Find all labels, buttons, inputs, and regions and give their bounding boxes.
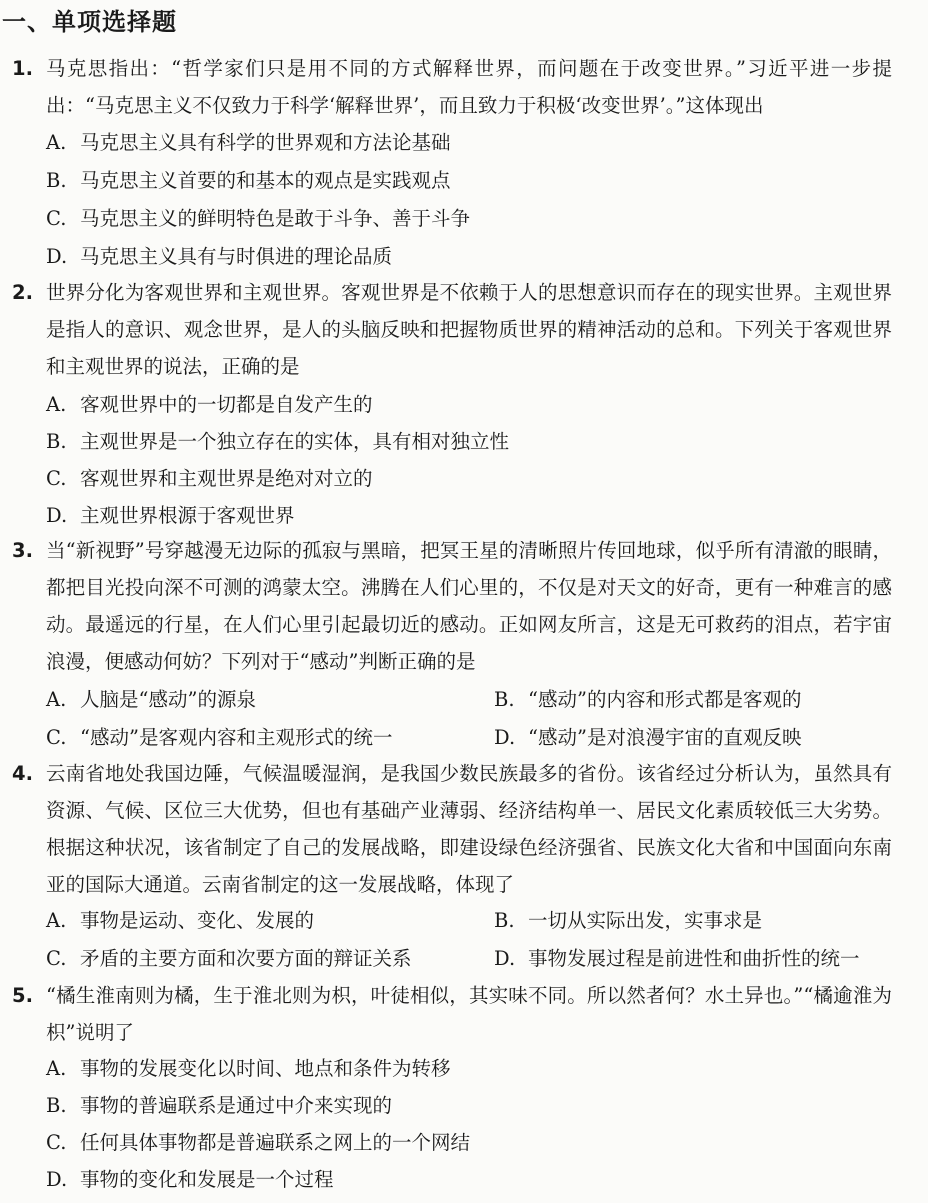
question-text: 马克思指出：“哲学家们只是用不同的方式解释世界，而问题在于改变世界。”习近平进一步提出：“马克思主义不仅致力于科学‘解释世界’，而且致力于积极‘改变世界’。”这体现出 bbox=[46, 57, 892, 117]
question-4-option-d bbox=[494, 940, 860, 977]
question-4-stem bbox=[12, 755, 892, 903]
question-4-option-b bbox=[494, 902, 762, 939]
question-4-option-a bbox=[46, 902, 314, 939]
question-2-option-a bbox=[46, 386, 373, 423]
option-text: “感动”的内容和形式都是客观的 bbox=[528, 688, 802, 711]
question-number: 2. bbox=[12, 281, 33, 304]
question-2-option-d bbox=[46, 497, 295, 534]
option-key: B. bbox=[46, 430, 67, 453]
option-key: D. bbox=[46, 504, 68, 527]
option-key: A. bbox=[46, 1057, 67, 1080]
option-key: C. bbox=[46, 726, 67, 749]
option-text: 事物发展过程是前进性和曲折性的统一 bbox=[528, 947, 860, 970]
question-5-option-b bbox=[46, 1087, 392, 1124]
question-3-option-a bbox=[46, 681, 256, 718]
option-text: “感动”是客观内容和主观形式的统一 bbox=[80, 726, 393, 749]
option-text: 马克思主义的鲜明特色是敢于斗争、善于斗争 bbox=[80, 207, 471, 230]
question-1-stem bbox=[12, 50, 892, 124]
question-3-option-c bbox=[46, 719, 392, 756]
option-key: C. bbox=[46, 1131, 67, 1154]
option-text: 客观世界和主观世界是绝对对立的 bbox=[80, 467, 373, 490]
question-text: 当“新视野”号穿越漫无边际的孤寂与黑暗，把冥王星的清晰照片传回地球，似乎所有清澈的眼睛，都把目光投向深不可测的鸿蒙太空。沸腾在人们心里的，不仅是对天文的好奇，更有一种难言的感动。最遥远的行星，在人们心里引起最切近的感动。正如网友所言，这是无可救药的泪点，若宇宙浪漫，便感动何妨？下列对于“感动”判断正确的是 bbox=[46, 539, 892, 673]
question-number: 3. bbox=[12, 539, 33, 562]
option-key: A. bbox=[46, 131, 67, 154]
option-text: 客观世界中的一切都是自发产生的 bbox=[80, 393, 373, 416]
option-key: B. bbox=[494, 688, 515, 711]
question-4-option-c bbox=[46, 940, 412, 977]
option-text: 事物的发展变化以时间、地点和条件为转移 bbox=[80, 1057, 451, 1080]
option-key: A. bbox=[46, 393, 67, 416]
question-number: 1. bbox=[12, 57, 33, 80]
question-2-option-b bbox=[46, 423, 509, 460]
question-1-option-c bbox=[46, 200, 470, 237]
question-1-option-b bbox=[46, 162, 451, 199]
option-text: 一切从实际出发，实事求是 bbox=[528, 909, 763, 932]
option-key: D. bbox=[494, 947, 516, 970]
question-3-option-b bbox=[494, 681, 801, 718]
option-key: B. bbox=[494, 909, 515, 932]
option-text: 矛盾的主要方面和次要方面的辩证关系 bbox=[80, 947, 412, 970]
question-5-option-a bbox=[46, 1050, 451, 1087]
question-3-option-d bbox=[494, 719, 801, 756]
question-number: 4. bbox=[12, 762, 33, 785]
option-key: D. bbox=[46, 1168, 68, 1191]
question-2-stem bbox=[12, 274, 892, 385]
option-text: 事物的变化和发展是一个过程 bbox=[80, 1168, 334, 1191]
question-text: 云南省地处我国边陲，气候温暖湿润，是我国少数民族最多的省份。该省经过分析认为，虽然具有资源、气候、区位三大优势，但也有基础产业薄弱、经济结构单一、居民文化素质较低三大劣势。根据这种状况，该省制定了自己的发展战略，即建设绿色经济强省、民族文化大省和中国面向东南亚的国际大通道。云南省制定的这一发展战略，体现了 bbox=[46, 762, 892, 896]
question-5-option-d bbox=[46, 1161, 334, 1198]
option-key: D. bbox=[494, 726, 516, 749]
option-key: B. bbox=[46, 1094, 67, 1117]
option-text: 主观世界根源于客观世界 bbox=[80, 504, 295, 527]
option-text: 主观世界是一个独立存在的实体，具有相对独立性 bbox=[80, 430, 510, 453]
option-text: 事物的普遍联系是通过中介来实现的 bbox=[80, 1094, 393, 1117]
option-key: A. bbox=[46, 688, 67, 711]
option-key: A. bbox=[46, 909, 67, 932]
option-text: 马克思主义具有科学的世界观和方法论基础 bbox=[80, 131, 451, 154]
question-5-option-c bbox=[46, 1124, 470, 1161]
section-title: 一、单项选择题 bbox=[2, 8, 177, 36]
question-5-stem bbox=[12, 977, 892, 1051]
option-text: “感动”是对浪漫宇宙的直观反映 bbox=[528, 726, 802, 749]
question-3-stem bbox=[12, 532, 892, 680]
question-number: 5. bbox=[12, 984, 33, 1007]
option-key: C. bbox=[46, 947, 67, 970]
option-key: C. bbox=[46, 207, 67, 230]
option-key: D. bbox=[46, 245, 68, 268]
question-1-option-a bbox=[46, 124, 451, 161]
option-text: 人脑是“感动”的源泉 bbox=[80, 688, 256, 711]
question-2-option-c bbox=[46, 460, 373, 497]
option-key: C. bbox=[46, 467, 67, 490]
option-key: B. bbox=[46, 169, 67, 192]
option-text: 事物是运动、变化、发展的 bbox=[80, 909, 315, 932]
option-text: 马克思主义具有与时俱进的理论品质 bbox=[80, 245, 393, 268]
option-text: 马克思主义首要的和基本的观点是实践观点 bbox=[80, 169, 451, 192]
question-1-option-d bbox=[46, 238, 392, 275]
question-text: “橘生淮南则为橘，生于淮北则为枳，叶徒相似，其实味不同。所以然者何？水土异也。”“橘逾淮为枳”说明了 bbox=[46, 984, 892, 1044]
option-text: 任何具体事物都是普遍联系之网上的一个网结 bbox=[80, 1131, 471, 1154]
question-text: 世界分化为客观世界和主观世界。客观世界是不依赖于人的思想意识而存在的现实世界。主观世界是指人的意识、观念世界，是人的头脑反映和把握物质世界的精神活动的总和。下列关于客观世界和主观世界的说法，正确的是 bbox=[46, 281, 892, 378]
